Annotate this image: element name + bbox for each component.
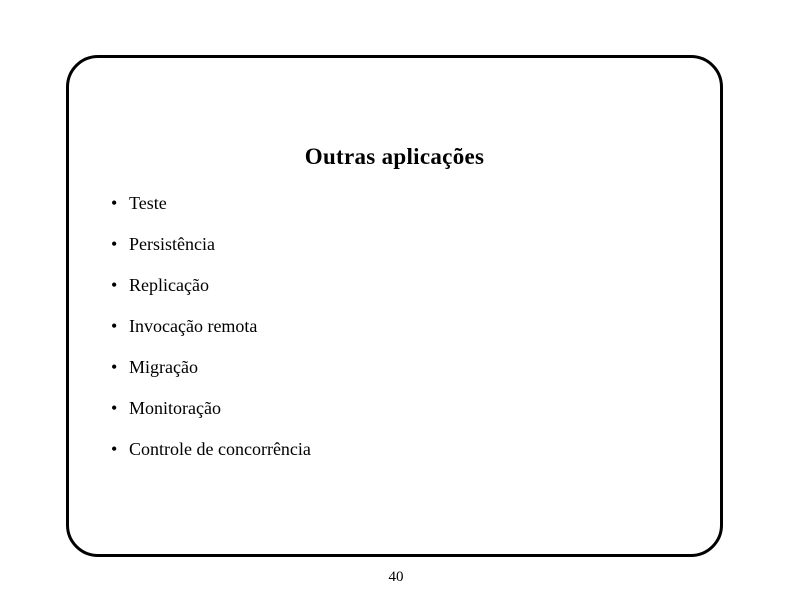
bullet-icon: • <box>111 398 118 418</box>
bullet-icon: • <box>111 193 118 213</box>
list-item <box>69 358 720 376</box>
bullet-label: Persistência <box>129 234 215 254</box>
page-number: 40 <box>388 569 404 585</box>
bullet-icon: • <box>111 439 118 459</box>
list-item <box>69 399 720 417</box>
bullet-label: Migração <box>129 357 198 377</box>
bullet-label: Controle de concorrência <box>129 439 311 459</box>
slide-frame <box>66 55 723 557</box>
bullet-icon: • <box>111 357 118 377</box>
bullet-icon: • <box>111 275 118 295</box>
list-item <box>69 317 720 335</box>
slide-title: Outras aplicações <box>304 144 485 169</box>
bullet-label: Invocação remota <box>129 316 258 336</box>
bullet-list <box>69 194 720 458</box>
bullet-label: Teste <box>129 193 167 213</box>
bullet-icon: • <box>111 234 118 254</box>
list-item <box>69 440 720 458</box>
bullet-label: Replicação <box>129 275 209 295</box>
bullet-icon: • <box>111 316 118 336</box>
list-item <box>69 276 720 294</box>
list-item <box>69 235 720 253</box>
bullet-label: Monitoração <box>129 398 221 418</box>
list-item <box>69 194 720 212</box>
